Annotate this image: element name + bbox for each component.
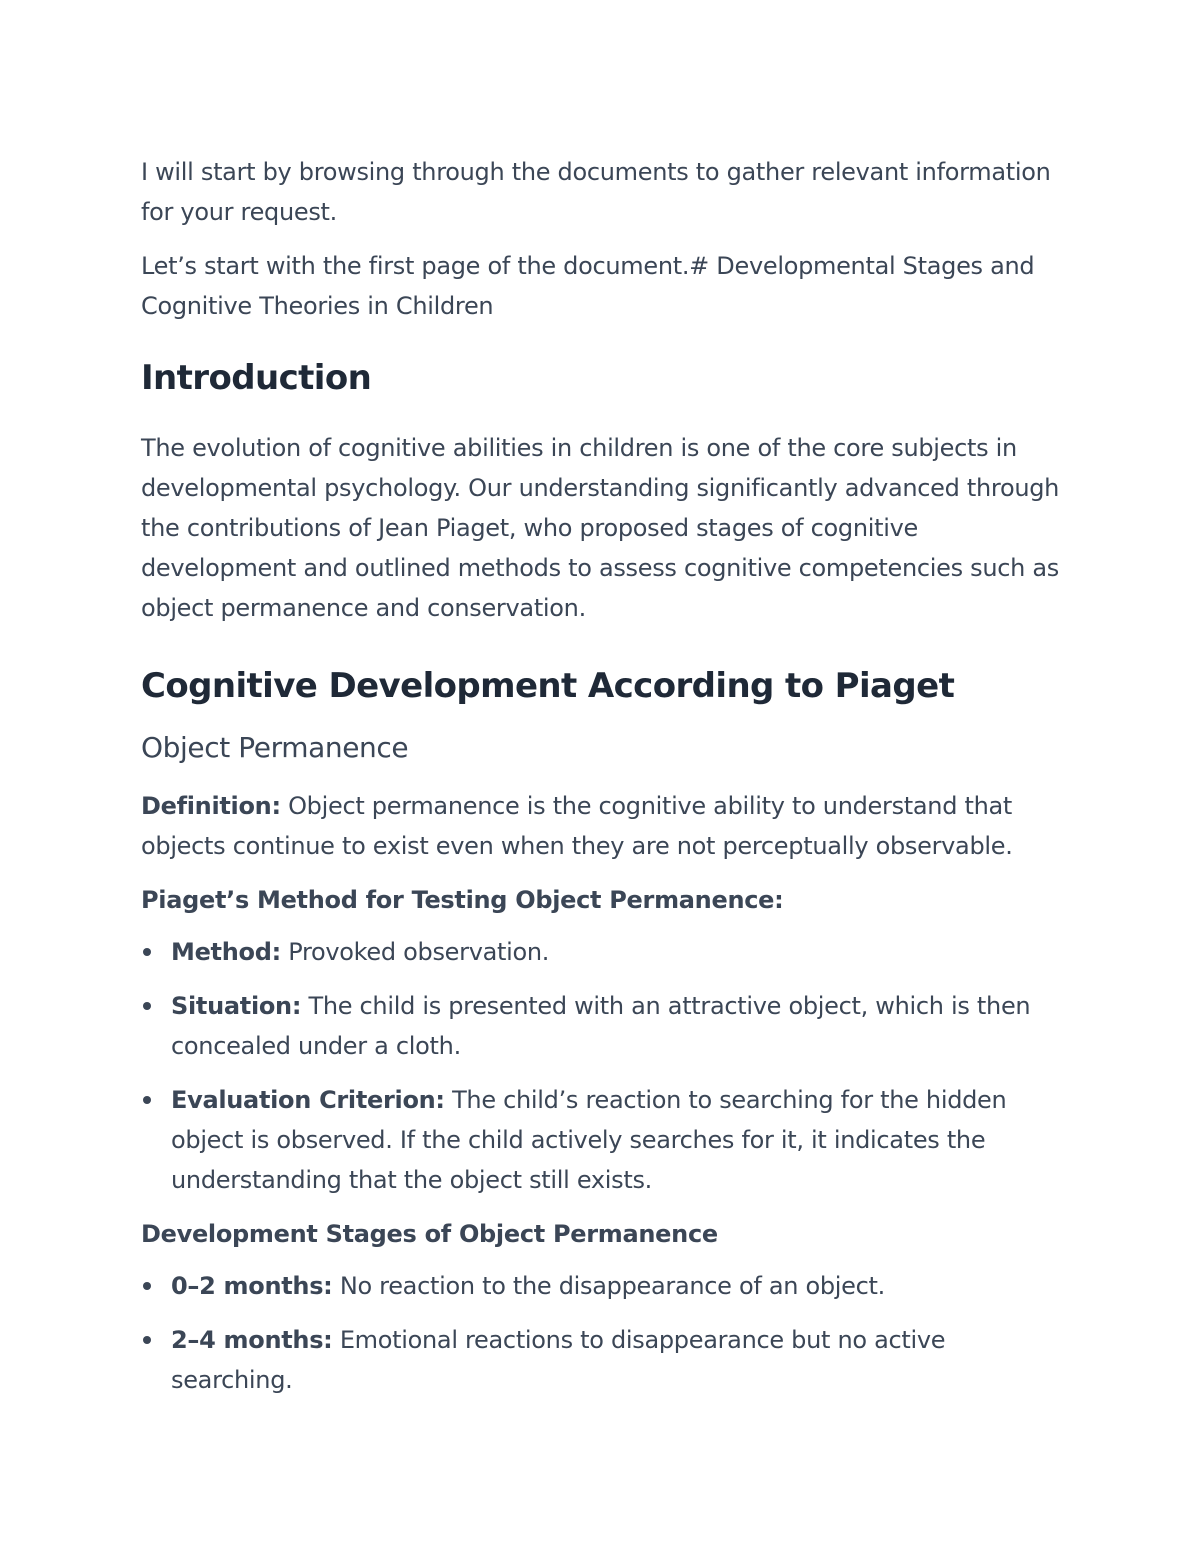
list-item-text: Provoked observation.	[280, 938, 550, 966]
definition-text: Object permanence is the cognitive ability to understand that objects continue to exist even when they are not perceptually observable.	[141, 792, 1013, 860]
list-item-text: Emotional reactions to disappearance but no active searching.	[171, 1326, 946, 1394]
method-title: Piaget’s Method for Testing Object Permanence:	[141, 886, 784, 914]
list-item	[141, 986, 1071, 1066]
introduction-paragraph: The evolution of cognitive abilities in children is one of the core subjects in developmental psychology. Our understanding significantly advanced through the contributions of Jean Piaget, who proposed stages of cognitive development and outlined methods to assess cognitive competencies such as object permanence and conservation.	[141, 434, 1060, 622]
list-item	[141, 1266, 1071, 1306]
method-list	[141, 932, 1071, 1200]
object-permanence-subheading: Object Permanence	[141, 731, 409, 764]
bullet-icon	[143, 1096, 151, 1104]
bullet-icon	[143, 1336, 151, 1344]
definition-label: Definition:	[141, 792, 281, 820]
cognitive-development-heading: Cognitive Development According to Piaget	[141, 666, 955, 706]
list-item-label: Evaluation Criterion:	[171, 1086, 445, 1114]
list-item-label: 0–2 months:	[171, 1272, 333, 1300]
list-item-label: 2–4 months:	[171, 1326, 333, 1354]
introduction-heading: Introduction	[141, 358, 372, 398]
list-item-label: Method:	[171, 938, 281, 966]
intro-paragraph-1: I will start by browsing through the documents to gather relevant information for your request.	[141, 158, 1051, 226]
list-item-text: The child’s reaction to searching for the hidden object is observed. If the child actively searches for it, it indicates the understanding that the object still exists.	[171, 1086, 1007, 1194]
intro-paragraph-2: Let’s start with the first page of the document.# Developmental Stages and Cognitive Theories in Children	[141, 252, 1035, 320]
list-item	[141, 1320, 1071, 1400]
bullet-icon	[143, 1002, 151, 1010]
list-item-label: Situation:	[171, 992, 302, 1020]
stages-title: Development Stages of Object Permanence	[141, 1220, 718, 1248]
list-item-text: No reaction to the disappearance of an object.	[332, 1272, 885, 1300]
list-item-text: The child is presented with an attractive object, which is then concealed under a cloth.	[171, 992, 1031, 1060]
list-item	[141, 1080, 1071, 1200]
definition-paragraph	[141, 786, 1071, 866]
bullet-icon	[143, 948, 151, 956]
stages-list	[141, 1266, 1071, 1400]
list-item	[141, 932, 1071, 972]
bullet-icon	[143, 1282, 151, 1290]
document-page	[141, 152, 1071, 1414]
